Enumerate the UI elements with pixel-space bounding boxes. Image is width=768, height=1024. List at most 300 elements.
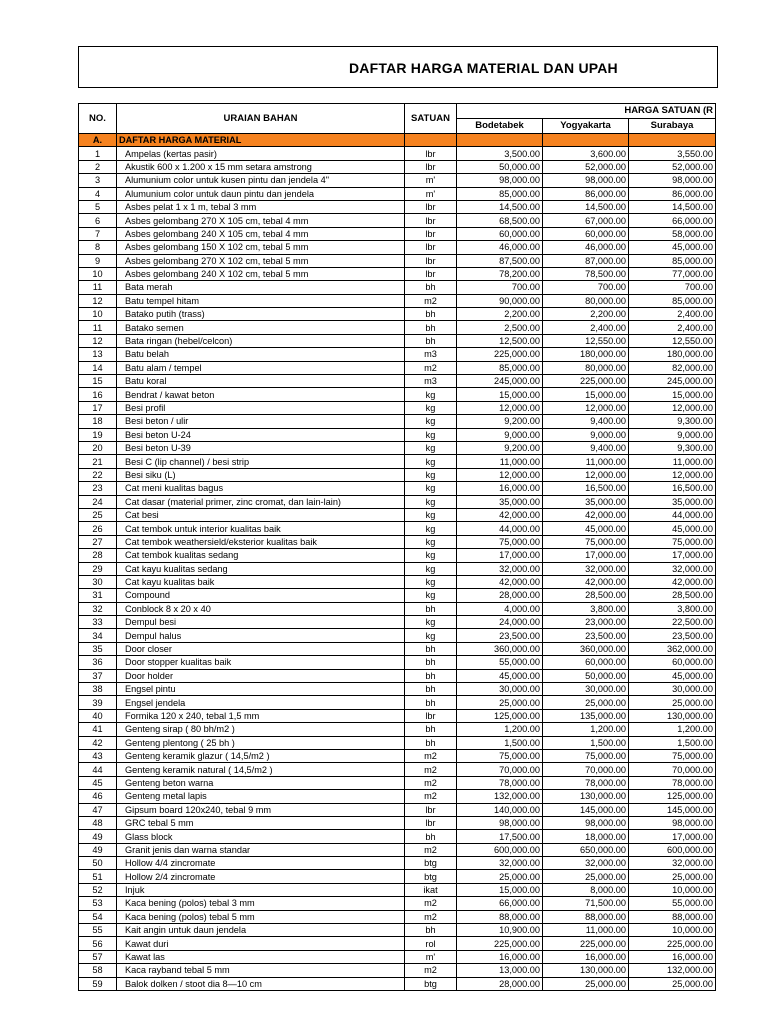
row-price-yogyakarta: 2,400.00 [543, 321, 629, 334]
row-price-yogyakarta: 60,000.00 [543, 656, 629, 669]
row-price-surabaya: 45,000.00 [629, 522, 716, 535]
section-code: A. [79, 134, 117, 147]
row-unit: btg [405, 977, 457, 990]
row-price-surabaya: 17,000.00 [629, 549, 716, 562]
row-price-surabaya: 180,000.00 [629, 348, 716, 361]
row-price-bodetabek: 98,000.00 [457, 174, 543, 187]
row-price-bodetabek: 30,000.00 [457, 683, 543, 696]
row-unit: m2 [405, 790, 457, 803]
row-unit: m2 [405, 964, 457, 977]
row-no: 48 [79, 816, 117, 829]
table-row [79, 669, 716, 682]
table-row [79, 870, 716, 883]
table-row [79, 589, 716, 602]
row-item: Cat kayu kualitas sedang [117, 562, 405, 575]
row-price-yogyakarta: 3,600.00 [543, 147, 629, 160]
table-row [79, 629, 716, 642]
row-price-surabaya: 15,000.00 [629, 388, 716, 401]
table-row [79, 723, 716, 736]
row-price-bodetabek: 25,000.00 [457, 696, 543, 709]
row-no: 35 [79, 642, 117, 655]
row-no: 45 [79, 776, 117, 789]
row-price-bodetabek: 132,000.00 [457, 790, 543, 803]
row-price-yogyakarta: 9,400.00 [543, 441, 629, 454]
row-no: 1 [79, 147, 117, 160]
row-price-yogyakarta: 80,000.00 [543, 294, 629, 307]
row-price-surabaya: 25,000.00 [629, 696, 716, 709]
row-unit: rol [405, 937, 457, 950]
row-unit: bh [405, 642, 457, 655]
row-item: Alumunium color untuk daun pintu dan jendela [117, 187, 405, 200]
row-price-yogyakarta: 45,000.00 [543, 522, 629, 535]
table-row [79, 508, 716, 521]
table-row [79, 334, 716, 347]
row-item: Alumunium color untuk kusen pintu dan jendela 4" [117, 174, 405, 187]
row-item: Cat besi [117, 508, 405, 521]
row-price-bodetabek: 12,500.00 [457, 334, 543, 347]
row-price-bodetabek: 12,000.00 [457, 401, 543, 414]
row-price-bodetabek: 1,500.00 [457, 736, 543, 749]
row-unit: m' [405, 187, 457, 200]
row-unit: m2 [405, 361, 457, 374]
row-price-surabaya: 23,500.00 [629, 629, 716, 642]
row-price-surabaya: 98,000.00 [629, 174, 716, 187]
row-unit: bh [405, 334, 457, 347]
row-unit: m3 [405, 348, 457, 361]
table-row [79, 522, 716, 535]
row-price-surabaya: 55,000.00 [629, 897, 716, 910]
row-item: Door holder [117, 669, 405, 682]
row-price-bodetabek: 90,000.00 [457, 294, 543, 307]
table-row [79, 709, 716, 722]
row-price-surabaya: 77,000.00 [629, 267, 716, 280]
row-price-surabaya: 45,000.00 [629, 669, 716, 682]
row-price-surabaya: 9,300.00 [629, 415, 716, 428]
row-no: 6 [79, 214, 117, 227]
row-price-surabaya: 70,000.00 [629, 763, 716, 776]
row-price-bodetabek: 70,000.00 [457, 763, 543, 776]
row-item: Batu tempel hitam [117, 294, 405, 307]
row-price-yogyakarta: 2,200.00 [543, 308, 629, 321]
row-price-surabaya: 52,000.00 [629, 160, 716, 173]
row-unit: m' [405, 174, 457, 187]
row-price-surabaya: 44,000.00 [629, 508, 716, 521]
row-unit: ikat [405, 883, 457, 896]
row-unit: m' [405, 950, 457, 963]
row-price-yogyakarta: 130,000.00 [543, 964, 629, 977]
row-item: Genteng plentong ( 25 bh ) [117, 736, 405, 749]
row-item: Genteng keramik glazur ( 14,5/m2 ) [117, 749, 405, 762]
row-price-bodetabek: 125,000.00 [457, 709, 543, 722]
table-row [79, 937, 716, 950]
row-no: 41 [79, 723, 117, 736]
row-unit: bh [405, 736, 457, 749]
row-price-surabaya: 145,000.00 [629, 803, 716, 816]
row-item: Batu belah [117, 348, 405, 361]
table-row [79, 388, 716, 401]
row-price-surabaya: 125,000.00 [629, 790, 716, 803]
row-price-yogyakarta: 50,000.00 [543, 669, 629, 682]
row-price-surabaya: 45,000.00 [629, 241, 716, 254]
table-row [79, 415, 716, 428]
row-no: 10 [79, 308, 117, 321]
row-price-bodetabek: 32,000.00 [457, 857, 543, 870]
row-price-bodetabek: 87,500.00 [457, 254, 543, 267]
row-unit: lbr [405, 200, 457, 213]
table-row [79, 763, 716, 776]
row-item: Formika 120 x 240, tebal 1,5 mm [117, 709, 405, 722]
table-row [79, 749, 716, 762]
row-price-bodetabek: 2,200.00 [457, 308, 543, 321]
row-price-yogyakarta: 17,000.00 [543, 549, 629, 562]
table-row [79, 843, 716, 856]
row-unit: m2 [405, 776, 457, 789]
table-row [79, 816, 716, 829]
row-unit: lbr [405, 803, 457, 816]
row-no: 17 [79, 401, 117, 414]
row-item: Asbes pelat 1 x 1 m, tebal 3 mm [117, 200, 405, 213]
row-price-bodetabek: 600,000.00 [457, 843, 543, 856]
row-no: 34 [79, 629, 117, 642]
row-price-surabaya: 3,800.00 [629, 602, 716, 615]
row-unit: lbr [405, 241, 457, 254]
row-item: Compound [117, 589, 405, 602]
row-price-yogyakarta: 23,000.00 [543, 616, 629, 629]
row-price-surabaya: 78,000.00 [629, 776, 716, 789]
row-price-yogyakarta: 75,000.00 [543, 749, 629, 762]
row-unit: kg [405, 535, 457, 548]
table-row [79, 964, 716, 977]
row-price-yogyakarta: 88,000.00 [543, 910, 629, 923]
row-item: Besi beton U-24 [117, 428, 405, 441]
row-price-surabaya: 9,300.00 [629, 441, 716, 454]
table-row [79, 281, 716, 294]
table-row [79, 441, 716, 454]
section-title: DAFTAR HARGA MATERIAL [117, 134, 405, 147]
row-unit: lbr [405, 709, 457, 722]
row-unit: kg [405, 562, 457, 575]
row-price-yogyakarta: 180,000.00 [543, 348, 629, 361]
table-row [79, 214, 716, 227]
row-item: GRC tebal 5 mm [117, 816, 405, 829]
table-row [79, 924, 716, 937]
table-row [79, 200, 716, 213]
row-price-surabaya: 132,000.00 [629, 964, 716, 977]
row-price-yogyakarta: 11,000.00 [543, 924, 629, 937]
table-row [79, 187, 716, 200]
row-no: 22 [79, 468, 117, 481]
row-item: Asbes gelombang 240 X 105 cm, tebal 4 mm [117, 227, 405, 240]
row-price-yogyakarta: 9,000.00 [543, 428, 629, 441]
table-row [79, 535, 716, 548]
row-price-yogyakarta: 46,000.00 [543, 241, 629, 254]
table-body [79, 134, 716, 991]
row-item: Asbes gelombang 270 X 105 cm, tebal 4 mm [117, 214, 405, 227]
row-price-bodetabek: 225,000.00 [457, 937, 543, 950]
row-price-bodetabek: 42,000.00 [457, 575, 543, 588]
row-price-bodetabek: 1,200.00 [457, 723, 543, 736]
row-price-yogyakarta: 650,000.00 [543, 843, 629, 856]
row-price-yogyakarta: 15,000.00 [543, 388, 629, 401]
row-item: Asbes gelombang 270 X 102 cm, tebal 5 mm [117, 254, 405, 267]
row-price-surabaya: 58,000.00 [629, 227, 716, 240]
row-unit: bh [405, 696, 457, 709]
table-row [79, 683, 716, 696]
section-cell [405, 134, 457, 147]
row-item: Besi C (lip channel) / besi strip [117, 455, 405, 468]
row-price-bodetabek: 25,000.00 [457, 870, 543, 883]
row-no: 27 [79, 535, 117, 548]
row-item: Batako putih (trass) [117, 308, 405, 321]
table-row [79, 776, 716, 789]
row-item: Gipsum board 120x240, tebal 9 mm [117, 803, 405, 816]
row-no: 50 [79, 857, 117, 870]
row-item: Cat kayu kualitas baik [117, 575, 405, 588]
row-no: 25 [79, 508, 117, 521]
row-price-yogyakarta: 71,500.00 [543, 897, 629, 910]
row-item: Conblock 8 x 20 x 40 [117, 602, 405, 615]
row-price-bodetabek: 78,200.00 [457, 267, 543, 280]
row-no: 26 [79, 522, 117, 535]
row-price-yogyakarta: 9,400.00 [543, 415, 629, 428]
row-item: Kaca bening (polos) tebal 3 mm [117, 897, 405, 910]
row-no: 29 [79, 562, 117, 575]
row-no: 9 [79, 254, 117, 267]
row-price-bodetabek: 98,000.00 [457, 816, 543, 829]
row-no: 46 [79, 790, 117, 803]
row-price-yogyakarta: 25,000.00 [543, 977, 629, 990]
row-price-bodetabek: 17,000.00 [457, 549, 543, 562]
page-title: DAFTAR HARGA MATERIAL DAN UPAH [349, 60, 618, 76]
row-item: Besi siku (L) [117, 468, 405, 481]
row-price-yogyakarta: 25,000.00 [543, 870, 629, 883]
section-cell [629, 134, 716, 147]
row-price-yogyakarta: 700.00 [543, 281, 629, 294]
row-item: Bata merah [117, 281, 405, 294]
row-price-bodetabek: 75,000.00 [457, 749, 543, 762]
row-unit: lbr [405, 160, 457, 173]
row-no: 36 [79, 656, 117, 669]
row-price-yogyakarta: 12,550.00 [543, 334, 629, 347]
row-price-surabaya: 16,500.00 [629, 482, 716, 495]
table-row [79, 348, 716, 361]
table-row [79, 562, 716, 575]
table-row [79, 642, 716, 655]
row-no: 2 [79, 160, 117, 173]
row-no: 53 [79, 897, 117, 910]
row-no: 13 [79, 348, 117, 361]
row-price-yogyakarta: 8,000.00 [543, 883, 629, 896]
row-unit: m2 [405, 910, 457, 923]
row-item: Kawat duri [117, 937, 405, 950]
row-item: Engsel pintu [117, 683, 405, 696]
row-no: 18 [79, 415, 117, 428]
row-unit: bh [405, 602, 457, 615]
row-item: Asbes gelombang 150 X 102 cm, tebal 5 mm [117, 241, 405, 254]
row-no: 37 [79, 669, 117, 682]
header-item: URAIAN BAHAN [117, 104, 405, 134]
row-item: Dempul halus [117, 629, 405, 642]
row-item: Besi beton / ulir [117, 415, 405, 428]
row-price-yogyakarta: 12,000.00 [543, 401, 629, 414]
row-item: Glass block [117, 830, 405, 843]
row-item: Cat dasar (material primer, zinc cromat, dan lain-lain) [117, 495, 405, 508]
row-item: Genteng sirap ( 80 bh/m2 ) [117, 723, 405, 736]
row-item: Genteng beton warna [117, 776, 405, 789]
row-unit: btg [405, 857, 457, 870]
row-price-bodetabek: 35,000.00 [457, 495, 543, 508]
row-price-yogyakarta: 78,500.00 [543, 267, 629, 280]
table-row [79, 883, 716, 896]
row-unit: lbr [405, 816, 457, 829]
table-row [79, 174, 716, 187]
row-unit: m2 [405, 897, 457, 910]
header-city-bodetabek: Bodetabek [457, 119, 543, 134]
row-no: 57 [79, 950, 117, 963]
row-no: 12 [79, 294, 117, 307]
row-price-surabaya: 66,000.00 [629, 214, 716, 227]
row-price-yogyakarta: 80,000.00 [543, 361, 629, 374]
row-item: Cat meni kualitas bagus [117, 482, 405, 495]
row-price-yogyakarta: 12,000.00 [543, 468, 629, 481]
row-no: 44 [79, 763, 117, 776]
row-price-surabaya: 98,000.00 [629, 816, 716, 829]
row-price-bodetabek: 3,500.00 [457, 147, 543, 160]
row-item: Cat tembok kualitas sedang [117, 549, 405, 562]
row-price-bodetabek: 15,000.00 [457, 388, 543, 401]
row-item: Kawat las [117, 950, 405, 963]
row-item: Akustik 600 x 1.200 x 15 mm setara amstrong [117, 160, 405, 173]
row-unit: lbr [405, 254, 457, 267]
row-no: 42 [79, 736, 117, 749]
section-cell [457, 134, 543, 147]
section-row [79, 134, 716, 147]
row-unit: lbr [405, 227, 457, 240]
row-no: 51 [79, 870, 117, 883]
row-item: Engsel jendela [117, 696, 405, 709]
row-price-bodetabek: 15,000.00 [457, 883, 543, 896]
table-row [79, 803, 716, 816]
row-unit: btg [405, 870, 457, 883]
row-item: Asbes gelombang 240 X 102 cm, tebal 5 mm [117, 267, 405, 280]
row-price-yogyakarta: 75,000.00 [543, 535, 629, 548]
row-price-yogyakarta: 360,000.00 [543, 642, 629, 655]
row-unit: kg [405, 575, 457, 588]
row-no: 54 [79, 910, 117, 923]
row-price-bodetabek: 60,000.00 [457, 227, 543, 240]
row-no: 32 [79, 602, 117, 615]
row-no: 31 [79, 589, 117, 602]
row-price-surabaya: 1,200.00 [629, 723, 716, 736]
row-price-surabaya: 225,000.00 [629, 937, 716, 950]
row-price-yogyakarta: 11,000.00 [543, 455, 629, 468]
row-no: 19 [79, 428, 117, 441]
row-price-yogyakarta: 18,000.00 [543, 830, 629, 843]
row-price-surabaya: 35,000.00 [629, 495, 716, 508]
row-no: 15 [79, 375, 117, 388]
row-unit: kg [405, 616, 457, 629]
row-item: Kaca bening (polos) tebal 5 mm [117, 910, 405, 923]
row-price-yogyakarta: 28,500.00 [543, 589, 629, 602]
row-unit: kg [405, 549, 457, 562]
row-price-surabaya: 22,500.00 [629, 616, 716, 629]
row-price-surabaya: 85,000.00 [629, 254, 716, 267]
table-row [79, 575, 716, 588]
row-unit: kg [405, 468, 457, 481]
row-item: Kait angin untuk daun jendela [117, 924, 405, 937]
row-item: Granit jenis dan warna standar [117, 843, 405, 856]
row-price-bodetabek: 85,000.00 [457, 361, 543, 374]
row-price-yogyakarta: 42,000.00 [543, 575, 629, 588]
row-price-surabaya: 32,000.00 [629, 562, 716, 575]
row-no: 3 [79, 174, 117, 187]
header-city-surabaya: Surabaya [629, 119, 716, 134]
table-row [79, 656, 716, 669]
table-row [79, 294, 716, 307]
row-price-yogyakarta: 30,000.00 [543, 683, 629, 696]
row-price-bodetabek: 88,000.00 [457, 910, 543, 923]
row-price-bodetabek: 44,000.00 [457, 522, 543, 535]
table-row [79, 482, 716, 495]
row-price-bodetabek: 46,000.00 [457, 241, 543, 254]
row-price-bodetabek: 10,900.00 [457, 924, 543, 937]
row-item: Hollow 4/4 zincromate [117, 857, 405, 870]
row-item: Bata ringan (hebel/celcon) [117, 334, 405, 347]
row-price-yogyakarta: 98,000.00 [543, 816, 629, 829]
row-unit: lbr [405, 147, 457, 160]
table-row [79, 468, 716, 481]
table-row [79, 227, 716, 240]
row-price-yogyakarta: 25,000.00 [543, 696, 629, 709]
row-price-surabaya: 12,550.00 [629, 334, 716, 347]
row-item: Injuk [117, 883, 405, 896]
row-item: Batako semen [117, 321, 405, 334]
table-row [79, 602, 716, 615]
row-item: Dempul besi [117, 616, 405, 629]
row-unit: bh [405, 669, 457, 682]
row-price-yogyakarta: 3,800.00 [543, 602, 629, 615]
row-price-surabaya: 245,000.00 [629, 375, 716, 388]
row-price-surabaya: 60,000.00 [629, 656, 716, 669]
table-row [79, 910, 716, 923]
row-price-bodetabek: 55,000.00 [457, 656, 543, 669]
row-price-bodetabek: 12,000.00 [457, 468, 543, 481]
row-item: Besi beton U-39 [117, 441, 405, 454]
row-unit: kg [405, 441, 457, 454]
row-no: 20 [79, 441, 117, 454]
table-row [79, 241, 716, 254]
row-price-yogyakarta: 35,000.00 [543, 495, 629, 508]
row-price-surabaya: 82,000.00 [629, 361, 716, 374]
row-no: 23 [79, 482, 117, 495]
row-no: 11 [79, 281, 117, 294]
row-item: Kaca rayband tebal 5 mm [117, 964, 405, 977]
row-no: 12 [79, 334, 117, 347]
row-price-bodetabek: 28,000.00 [457, 977, 543, 990]
row-item: Cat tembok weathersield/eksterior kualitas baik [117, 535, 405, 548]
section-cell [543, 134, 629, 147]
row-price-surabaya: 75,000.00 [629, 749, 716, 762]
row-item: Genteng metal lapis [117, 790, 405, 803]
row-price-bodetabek: 32,000.00 [457, 562, 543, 575]
row-price-bodetabek: 9,200.00 [457, 415, 543, 428]
row-price-yogyakarta: 16,000.00 [543, 950, 629, 963]
row-item: Ampelas (kertas pasir) [117, 147, 405, 160]
row-price-bodetabek: 24,000.00 [457, 616, 543, 629]
row-unit: bh [405, 321, 457, 334]
row-unit: kg [405, 508, 457, 521]
row-unit: m2 [405, 843, 457, 856]
